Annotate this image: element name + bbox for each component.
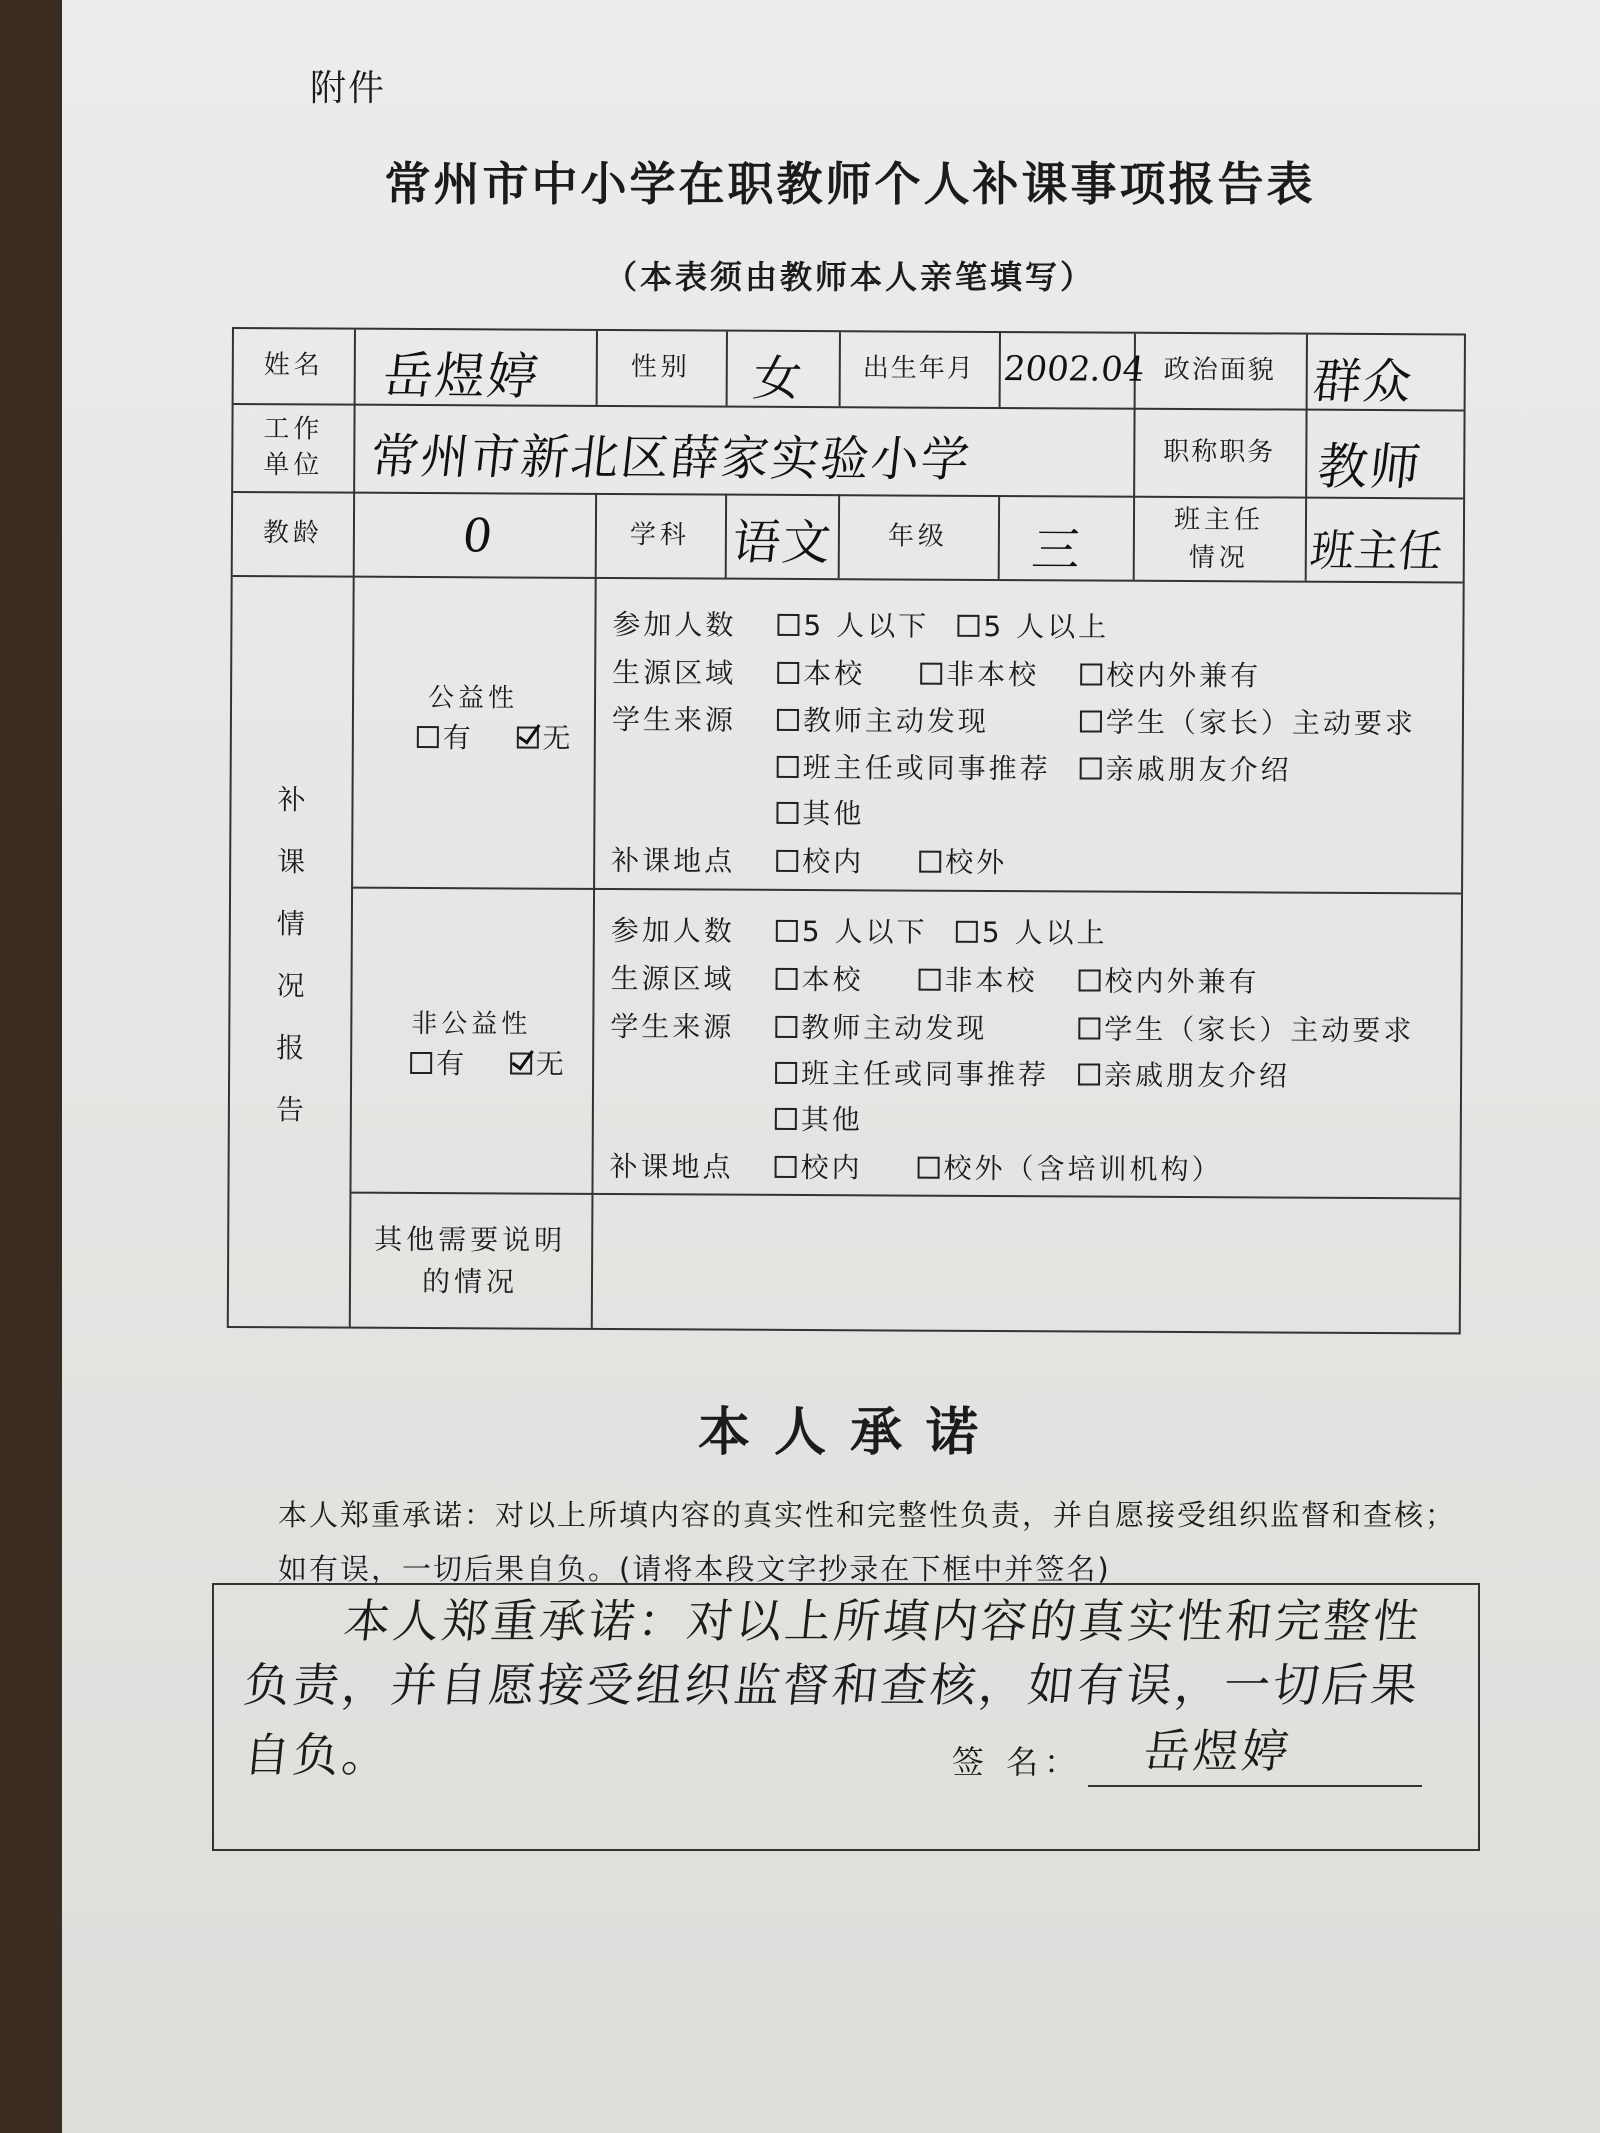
other-label-1: 其他需要说明 xyxy=(374,1222,567,1257)
public-welfare-yes-checkbox[interactable] xyxy=(417,726,439,748)
non-public-welfare-choice: 有 无 xyxy=(410,1042,566,1083)
work-unit-value: 常州市新北区薛家实验小学 xyxy=(367,428,974,488)
npw-source-opt2[interactable]: 学生（家长）主动要求 xyxy=(1078,1007,1414,1049)
non-public-welfare-yes-checkbox[interactable] xyxy=(410,1052,432,1074)
head-teacher-value: 班主任 xyxy=(1307,525,1446,578)
form-title: 常州市中小学在职教师个人补课事项报告表 xyxy=(384,157,1316,211)
npw-location-opt1[interactable]: 校内 xyxy=(775,1146,863,1186)
non-public-welfare-no-checkbox[interactable] xyxy=(510,1052,532,1074)
npw-area-opt1[interactable]: 本校 xyxy=(775,958,863,998)
political-label: 政治面貌 xyxy=(1163,354,1276,386)
other-notes-field[interactable] xyxy=(599,1201,1450,1323)
title-value: 教师 xyxy=(1314,437,1426,497)
pw-source-opt5[interactable]: 其他 xyxy=(776,792,864,832)
npw-source-opt1[interactable]: 教师主动发现 xyxy=(775,1006,987,1047)
public-welfare-label: 公益性 xyxy=(427,683,519,714)
pw-participants-opt2[interactable]: 5 人以上 xyxy=(957,605,1109,646)
npw-source-opt5[interactable]: 其他 xyxy=(775,1098,863,1138)
pw-source-opt4[interactable]: 亲戚朋友介绍 xyxy=(1080,747,1292,788)
political-value: 群众 xyxy=(1310,353,1417,411)
npw-source-opt3[interactable]: 班主任或同事推荐 xyxy=(775,1052,1049,1093)
npw-participants-opt1[interactable]: 5 人以下 xyxy=(776,910,928,951)
form-subtitle: （本表须由教师本人亲笔填写） xyxy=(604,258,1095,296)
birth-label: 出生年月 xyxy=(862,353,975,384)
pw-area-opt2[interactable]: 非本校 xyxy=(920,653,1039,694)
name-value: 岳煜婷 xyxy=(380,346,543,406)
pw-location-label: 补课地点 xyxy=(611,843,736,878)
work-unit-label-2: 单位 xyxy=(263,450,324,481)
teaching-years-label: 教龄 xyxy=(262,518,323,549)
pw-area-opt3[interactable]: 校内外兼有 xyxy=(1080,653,1261,694)
npw-area-opt2[interactable]: 非本校 xyxy=(918,959,1037,1000)
grade-value: 三 xyxy=(1029,522,1086,579)
non-public-welfare-label: 非公益性 xyxy=(411,1008,532,1040)
npw-area-label: 生源区域 xyxy=(610,961,735,996)
pw-source-opt3[interactable]: 班主任或同事推荐 xyxy=(777,746,1051,787)
pw-location-opt1[interactable]: 校内 xyxy=(776,840,864,880)
head-teacher-label-2: 情况 xyxy=(1188,543,1249,574)
name-label: 姓名 xyxy=(263,350,324,381)
npw-location-label: 补课地点 xyxy=(609,1149,734,1184)
pw-location-opt2[interactable]: 校外 xyxy=(919,841,1007,881)
other-label-2: 的情况 xyxy=(421,1265,519,1299)
npw-area-opt3[interactable]: 校内外兼有 xyxy=(1078,959,1259,1000)
npw-source-label: 学生来源 xyxy=(610,1009,735,1044)
signature-value: 岳煜婷 xyxy=(1141,1724,1294,1778)
pledge-instruction: 本人郑重承诺：对以上所填内容的真实性和完整性负责，并自愿接受组织监督和查核；如有误，一切后果自负。(请将本段文字抄录在下框中并签名) xyxy=(278,1498,1457,1586)
gender-value: 女 xyxy=(750,350,807,407)
pw-area-opt1[interactable]: 本校 xyxy=(777,652,865,692)
pw-source-opt1[interactable]: 教师主动发现 xyxy=(777,699,989,740)
title-label: 职称职务 xyxy=(1163,436,1276,468)
gender-label: 性别 xyxy=(630,352,691,383)
npw-source-opt4[interactable]: 亲戚朋友介绍 xyxy=(1078,1053,1290,1094)
subject-label: 学科 xyxy=(629,520,690,551)
grade-label: 年级 xyxy=(887,521,948,552)
pw-participants-opt1[interactable]: 5 人以下 xyxy=(777,604,929,645)
teaching-years-value: 0 xyxy=(459,508,498,563)
subject-value: 语文 xyxy=(729,514,836,572)
pw-source-opt2[interactable]: 学生（家长）主动要求 xyxy=(1080,700,1416,742)
pw-source-label: 学生来源 xyxy=(611,702,737,737)
head-teacher-label-1: 班主任 xyxy=(1173,504,1265,536)
public-welfare-no-checkbox[interactable] xyxy=(516,726,538,748)
attachment-label: 附件 xyxy=(310,68,387,109)
pledge-line-1: 本人郑重承诺：对以上所填内容的真实性和完整性 xyxy=(341,1594,1425,1648)
signature-label: 签 名： xyxy=(952,1743,1083,1781)
report-section-label: 补 课 情 况 报 告 xyxy=(275,783,306,1127)
npw-location-opt2[interactable]: 校外（含培训机构） xyxy=(918,1147,1223,1189)
signature-line xyxy=(1088,1785,1422,1787)
birth-value: 2002.04 xyxy=(1001,349,1147,390)
pw-participants-label: 参加人数 xyxy=(612,607,737,642)
pledge-handwriting-box[interactable] xyxy=(212,1583,1480,1851)
pledge-line-3: 自负。 xyxy=(241,1728,394,1782)
report-form-table xyxy=(227,327,1466,1334)
npw-participants-opt2[interactable]: 5 人以上 xyxy=(956,911,1108,952)
pw-area-label: 生源区域 xyxy=(612,655,737,690)
pledge-line-2: 负责，并自愿接受组织监督和查核，如有误，一切后果 xyxy=(241,1658,1423,1712)
work-unit-label-1: 工作 xyxy=(263,414,324,445)
pledge-title: 本人承诺 xyxy=(697,1403,1002,1463)
public-welfare-choice: 有 无 xyxy=(417,716,573,757)
npw-participants-label: 参加人数 xyxy=(610,913,735,948)
